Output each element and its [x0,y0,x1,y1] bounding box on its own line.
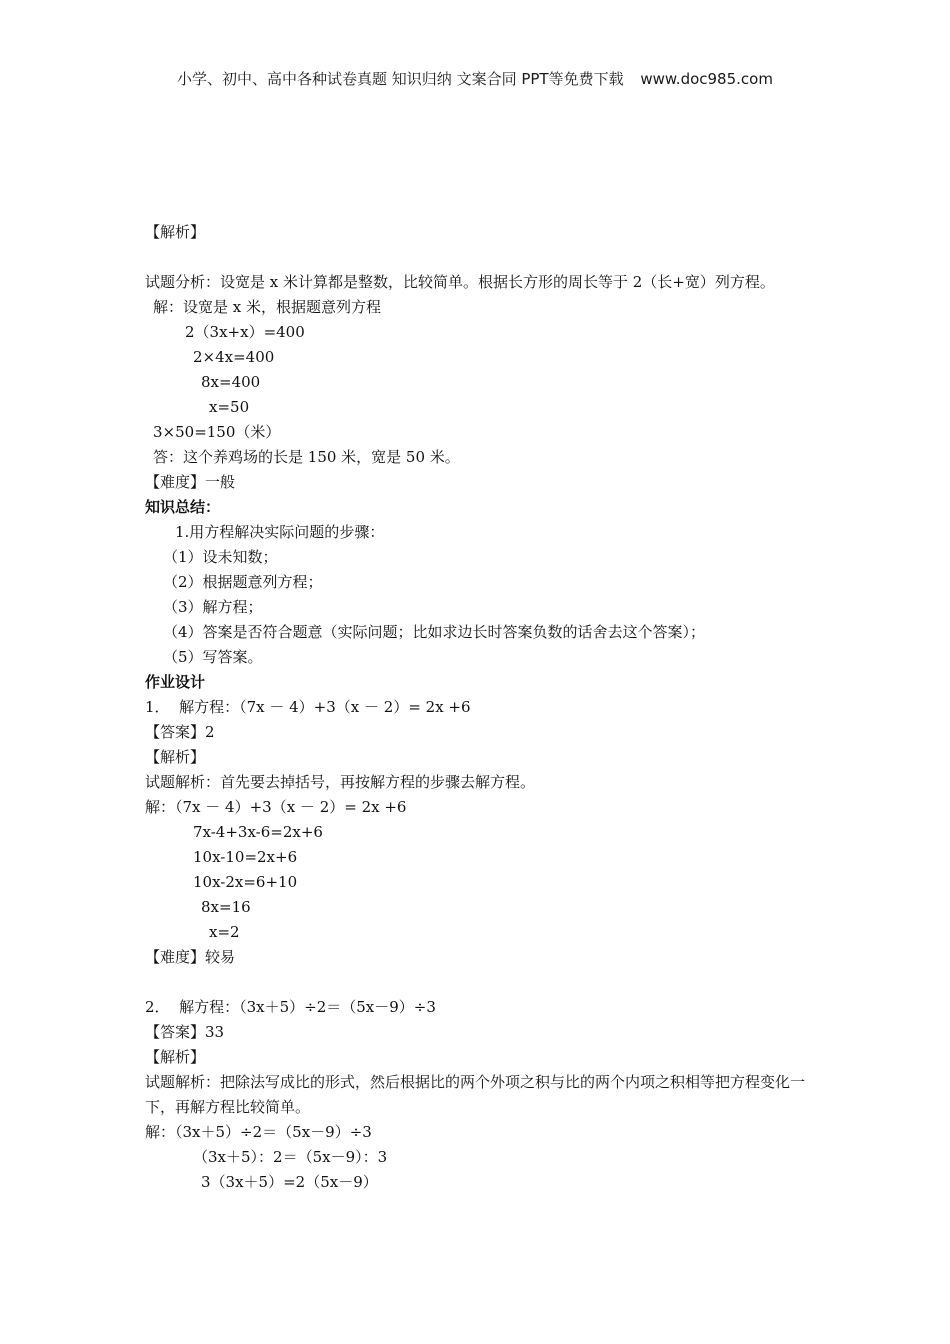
text-line: 【解析】 [145,748,206,766]
text-line: x=50 [209,398,250,416]
text-line: 【解析】 [145,1048,206,1066]
text-line: 2． 解方程：（3x＋5）÷2＝（5x－9）÷3 [145,998,436,1016]
text-line: 试题解析：首先要去掉括号，再按解方程的步骤去解方程。 [145,773,536,791]
text-line: （3）解方程； [163,598,263,616]
text-line: x=2 [209,923,240,941]
text-line: 8x=16 [201,898,251,916]
text-line: 【难度】一般 [145,473,236,491]
text-line: 3（3x＋5）=2（5x－9） [201,1173,378,1191]
text-line: （3x＋5）：2＝（5x－9）：3 [193,1148,388,1166]
text-line: （5）写答案。 [163,648,263,666]
page-header [0,68,950,89]
text-line: 10x-2x=6+10 [193,873,298,891]
blank-line [145,245,805,270]
text-line: 答：这个养鸡场的长是 150 米，宽是 50 米。 [153,448,460,466]
text-line: 试题解析：把除法写成比的形式，然后根据比的两个外项之积与比的两个内项之积相等把方程变化一下，再解方程比较简单。 [145,1073,806,1116]
text-line: 1． 解方程：（7x － 4）+3（x － 2）= 2x +6 [145,698,471,716]
blank-line [145,970,805,995]
text-line: 1.用方程解决实际问题的步骤： [175,523,385,541]
header-text: 小学、初中、高中各种试卷真题 知识归纳 文案合同 PPT等免费下载 [177,70,624,88]
text-line: 解：设宽是 x 米，根据题意列方程 [153,298,381,316]
text-line: 8x=400 [201,373,261,391]
text-line: 3×50=150（米） [153,423,281,441]
text-line: 【难度】较易 [145,948,236,966]
text-line: 【答案】33 [145,1023,225,1041]
text-line: 7x-4+3x-6=2x+6 [193,823,323,841]
header-url: www.doc985.com [640,70,773,88]
text-line: 【解析】 [145,223,206,241]
document-body [145,220,805,1195]
text-line: 解：（3x＋5）÷2＝（5x－9）÷3 [145,1123,372,1141]
text-line: 10x-10=2x+6 [193,848,298,866]
text-line: 2（3x+x）=400 [185,323,305,341]
text-line: 试题分析：设宽是 x 米计算都是整数，比较简单。根据长方形的周长等于 2（长+宽）列方程。 [145,273,775,291]
section-heading: 知识总结： [145,498,221,516]
text-line: （4）答案是否符合题意（实际问题；比如求边长时答案负数的话舍去这个答案）； [163,623,706,641]
text-line: （2）根据题意列方程； [163,573,323,591]
text-line: 解：（7x － 4）+3（x － 2）= 2x +6 [145,798,407,816]
section-heading: 作业设计 [145,673,206,691]
text-line: （1）设未知数； [163,548,278,566]
text-line: 【答案】2 [145,723,215,741]
text-line: 2×4x=400 [193,348,275,366]
